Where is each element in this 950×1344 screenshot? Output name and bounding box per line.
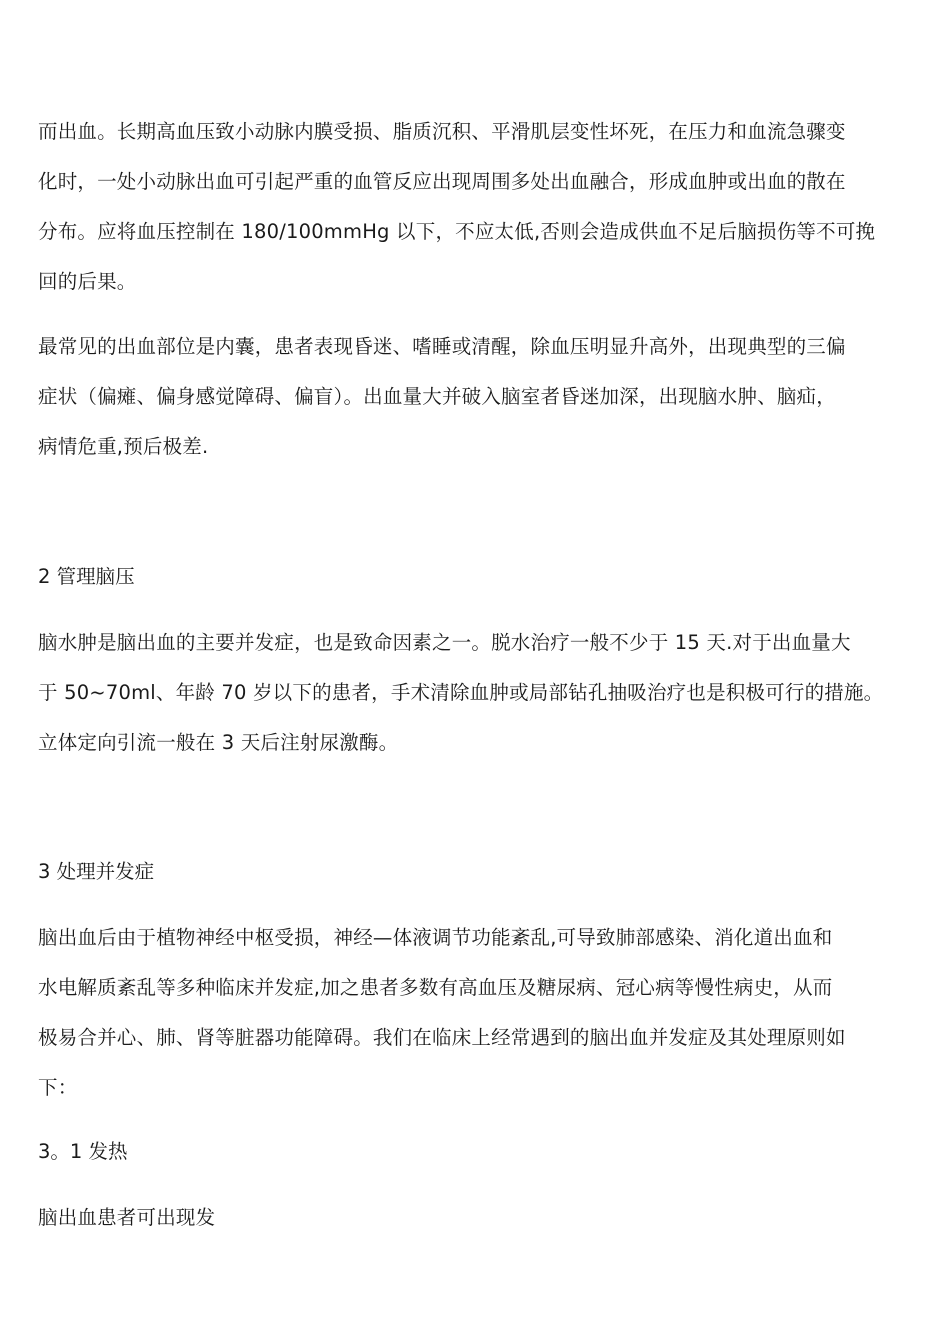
text-line: 下： — [38, 1076, 78, 1099]
text-line: 脑出血后由于植物神经中枢受损，神经—体液调节功能紊乱,可导致肺部感染、消化道出血和 — [38, 926, 833, 949]
text-line: 于 50~70ml、年龄 70 岁以下的患者，手术清除血肿或局部钻孔抽吸治疗也是积极可行的措施。 — [38, 681, 884, 704]
text-line: 回的后果。 — [38, 270, 137, 293]
paragraph-fever — [38, 1193, 928, 1243]
text-line: 分布。应将血压控制在 180/100mmHg 以下，不应太低,否则会造成供血不足后脑损伤等不可挽 — [38, 220, 876, 243]
paragraph-brain-edema — [38, 618, 928, 768]
text-line: 病情危重,预后极差. — [38, 435, 209, 458]
text-line: 而出血。长期高血压致小动脉内膜受损、脂质沉积、平滑肌层变性坏死，在压力和血流急骤变 — [38, 120, 846, 143]
text-line: 化时，一处小动脉出血可引起严重的血管反应出现周围多处出血融合，形成血肿或出血的散在 — [38, 170, 846, 193]
text-line: 脑出血患者可出现发 — [38, 1206, 216, 1229]
text-line: 症状（偏瘫、偏身感觉障碍、偏盲）。出血量大并破入脑室者昏迷加深，出现脑水肿、脑疝， — [38, 385, 836, 408]
subsection-heading-3-1: 3。1 发热 — [38, 1140, 128, 1163]
text-line: 脑水肿是脑出血的主要并发症，也是致命因素之一。脱水治疗一般不少于 15 天.对于出血量大 — [38, 631, 851, 654]
paragraph-bleeding-site — [38, 322, 928, 472]
section-heading-3: 3 处理并发症 — [38, 860, 155, 883]
text-line: 极易合并心、肺、肾等脏器功能障碍。我们在临床上经常遇到的脑出血并发症及其处理原则如 — [38, 1026, 846, 1049]
text-line: 水电解质紊乱等多种临床并发症,加之患者多数有高血压及糖尿病、冠心病等慢性病史，从而 — [38, 976, 833, 999]
paragraph-hypertension — [38, 107, 928, 307]
text-line: 最常见的出血部位是内囊，患者表现昏迷、嗜睡或清醒，除血压明显升高外，出现典型的三偏 — [38, 335, 846, 358]
text-line: 立体定向引流一般在 3 天后注射尿激酶。 — [38, 731, 399, 754]
section-heading-2: 2 管理脑压 — [38, 565, 135, 588]
paragraph-complications — [38, 913, 928, 1113]
